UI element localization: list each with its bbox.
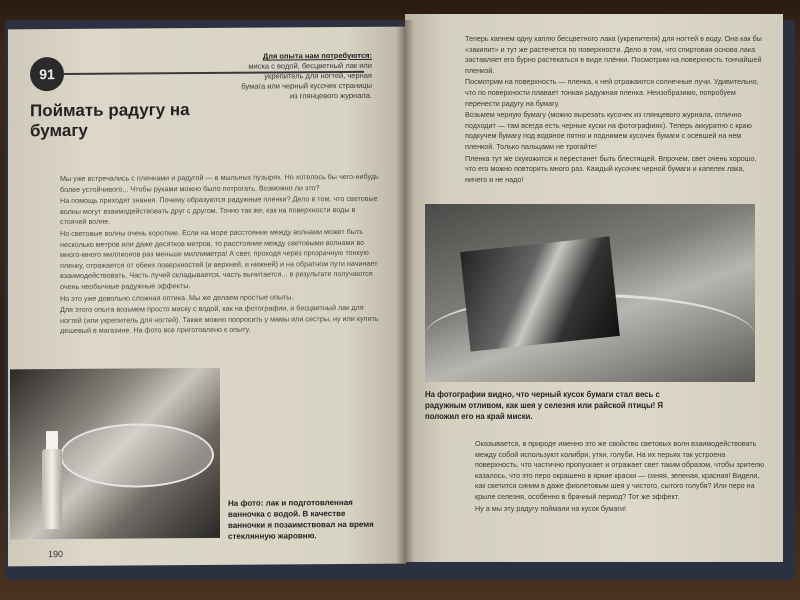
book-gutter [396,20,414,565]
photo-rainbow-paper [425,204,755,382]
paragraph: Теперь капнем одну каплю бесцветного лака (укрепителя) для ногтей в воду. Она как бы «закипит» и тут же растечется по поверхности. Дело в том, что спиртовая основа лака заставляет его бурно растекаться в виде плёнки. Посмотрим на поверхность тончайшей пленкой. [465,34,762,75]
requirements-box [240,51,372,102]
paragraph: Ну а мы эту радугу поймали на кусок бумаги! [475,503,626,513]
paragraph: Посмотрим на поверхность — пленка, к ней отражаются солнечные лучи. Удивительно, что по поверхности плавает тонкая радужная пленка. Неизобразимо, попробуем перенести радугу на бумагу. [465,77,759,108]
right-page [405,14,783,562]
chapter-title: Поймать радугу на бумагу [30,100,190,141]
paragraph: Но это уже довольно сложная оптика. Мы же делаем простые опыты. [60,291,294,303]
right-top-text [465,34,765,186]
right-bottom-text [475,439,765,515]
chapter-number-badge: 91 [30,57,64,91]
paragraph: Пленка тут же скукожится и перестанет быть блестящей. Впрочем, свет очень хорошо, что его можно повторить много раз. Каждый кусочек черной бумаги и капелек лака, ничего и не надо! [465,153,757,184]
paragraph: Для этого опыта возьмем просто миску с водой, как на фотографии, и бесцветный лак для ногтей (или укрепитель для ногтей). Также можно попросить у мамы или сестры, ну или купить дешевый в магазине. На фото все приготовлено к опыту. [60,303,379,336]
requirements-heading: Для опыта нам потребуются: [262,50,372,61]
photo-nail-polish-and-bowl [10,368,220,539]
paragraph: Мы уже встречались с пленками и радугой — в мыльных пузырях. Но хотелось бы чего-нибудь более устойчивого... Чтобы руками можно было потрогать. Возможно ли это? [60,171,379,194]
paragraph: Возьмем черную бумагу (можно вырезать кусочек из глянцевого журнала, отлично подходит — там всегда есть черные куски на фотографиях). Теперь аккуратно с краю подкучем бумагу под водяное пятно и поднимем кусочек бумаги с осевшей на нем пленкой. Только пальцами не трогайте! [465,110,752,151]
nail-polish-bottle [42,449,62,529]
left-body-text [60,172,380,338]
requirements-text: миска с водой, бесцветный лак или укрепитель для ногтей, черная бумага или черный кусочек страницы из глянцевого журнала. [241,60,372,101]
page-number: 190 [48,549,64,560]
iridescent-paper [460,236,620,351]
paragraph: Но световые волны очень короткие. Если на море расстояние между волнами может быть несколько метров или даже десятков метров, то расстояние между световыми волнами во много-много миллионов раз меньше миллиметра! А свет, проходя через прозрачную тонкую пленку, отражается от обеих поверхностей (и верхней, и нижней) и на обратном пути начинает взаимодействовать. Часть лучей складывается, часть вычитается... в результате получаются очень необычные радужные эффекты. [60,226,378,291]
paragraph: На помощь приходят знания. Почему образуются радужные пленки? Дело в том, что световые волны могут взаимодействовать друг с другом. Точно так же, как на поверхности воды в стоячей волне. [60,193,378,227]
paragraph: Оказывается, в природе именно это же свойство световых волн взаимодействовать между собой используют колибри, утки, голуби. На их перьях так устроена поверхность, что частично пропускает и отражает свет таким образом, чтобы зрителю казалось, что это перо окрашено в яркие краски — синяя, зеленая, красная! Видели, как светится синим в даже фиолетовым шея у чистого, сытого голубя? Или перо на крыле селезня, особенно в брачный период? Тот же эффект. [475,439,765,501]
glass-bowl [60,423,214,488]
left-page [8,27,406,567]
right-photo-caption: На фотографии видно, что черный кусок бумаги стал весь с радужным отливом, как шея у селезня или райской птицы! Я положил его на край миски. [425,390,663,421]
left-photo-caption: На фото: лак и подготовленная ванночка с водой. В качестве ванночки я позаимствовал на время стеклянную жаровню. [228,497,374,541]
